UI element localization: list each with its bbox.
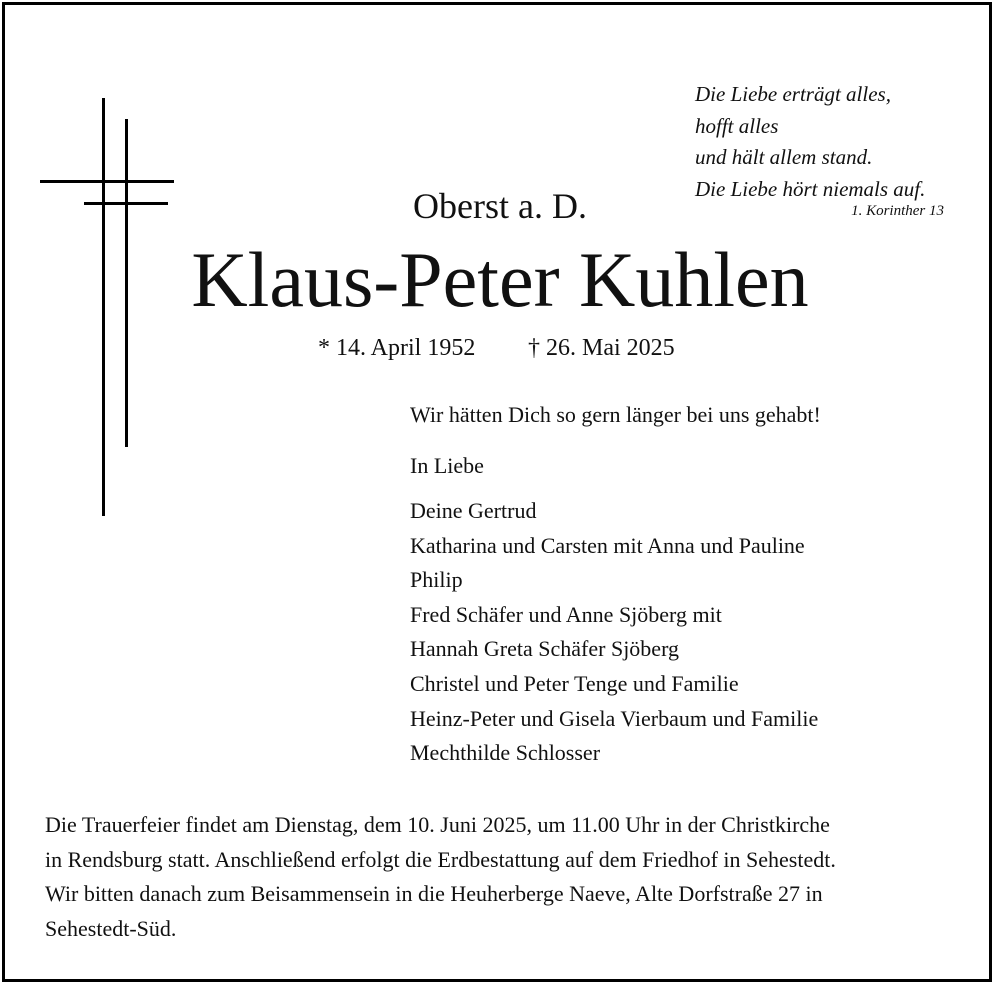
mourner-entry: Hannah Greta Schäfer Sjöberg — [410, 636, 679, 662]
cross-horizontal-bar-upper — [40, 180, 174, 183]
verse-line: Die Liebe hört niemals auf. — [695, 176, 926, 201]
ceremony-line: Wir bitten danach zum Beisammensein in die Heuherberge Naeve, Alte Dorfstraße 27 in — [45, 881, 823, 906]
ceremony-line: Die Trauerfeier findet am Dienstag, dem 10. Juni 2025, um 11.00 Uhr in der Christkirche — [45, 812, 830, 837]
ceremony-line: Sehestedt-Süd. — [45, 915, 177, 941]
mourners-list — [410, 494, 818, 771]
deceased-rank: Oberst a. D. — [413, 186, 587, 226]
mourner-entry: Philip — [410, 567, 463, 593]
verse-line: Die Liebe erträgt alles, — [695, 82, 891, 106]
mourner-entry: Katharina und Carsten mit Anna und Pauline — [410, 532, 805, 558]
closing-phrase: In Liebe — [410, 453, 484, 478]
birth-date: * 14. April 1952 — [318, 335, 476, 361]
farewell-message: Wir hätten Dich so gern länger bei uns gehabt! — [410, 402, 821, 427]
ceremony-line: in Rendsburg statt. Anschließend erfolgt die Erdbestattung auf dem Friedhof in Sehestedt. — [45, 846, 836, 872]
verse-line: hofft alles — [695, 113, 779, 138]
mourner-entry: Deine Gertrud — [410, 498, 537, 523]
verse-line: und hält allem stand. — [695, 145, 873, 169]
ceremony-details — [45, 808, 965, 946]
mourner-entry: Fred Schäfer und Anne Sjöberg mit — [410, 601, 722, 627]
verse-reference: 1. Korinther 13 — [851, 203, 944, 219]
mourner-entry: Heinz-Peter und Gisela Vierbaum und Familie — [410, 705, 819, 731]
deceased-name: Klaus-Peter Kuhlen — [191, 236, 809, 323]
mourner-entry: Mechthilde Schlosser — [410, 740, 601, 766]
death-date: † 26. Mai 2025 — [528, 335, 675, 361]
mourner-entry: Christel und Peter Tenge und Familie — [410, 670, 739, 696]
